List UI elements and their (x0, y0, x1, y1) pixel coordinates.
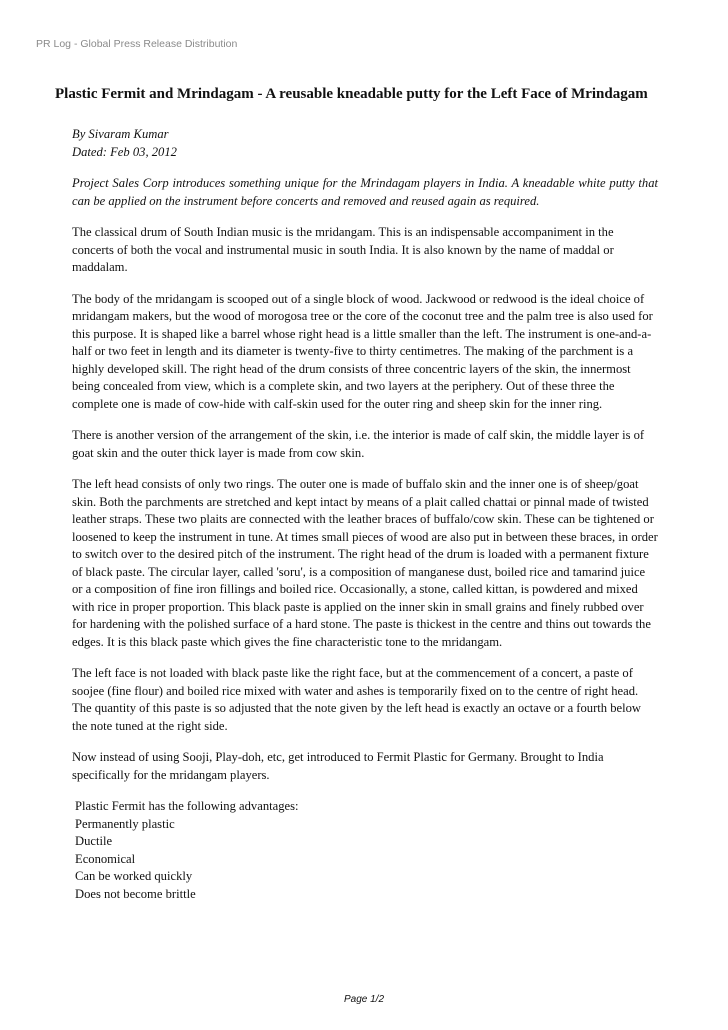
page-title: Plastic Fermit and Mrindagam - A reusable kneadable putty for the Left Face of Mrindagam (55, 86, 648, 102)
list-item: Can be worked quickly (75, 869, 193, 883)
paragraph-left-head: The left head consists of only two rings. The outer one is made of buffalo skin and the inner one is of sheep/goat skin. Both the parchments are stretched and kept intact by means of a plait called chattai or pinnal made of twisted leather straps. These two plaits are connected with the leather braces of buffalo/cow skin. These can be tightened or loosened to keep the instrument in tune. At times small pieces of wood are also put in between these braces, in order to switch over to the desired pitch of the instrument. The right head of the drum is loaded with a permanent fixture of black paste. The circular layer, called 'soru', is a composition of manganese dust, boiled rice and tamarind juice or a composition of fine iron fillings and boiled rice. Occasionally, a stone, called kittan, is powdered and mixed with rice in proper proportion. This black paste is applied on the inner skin in small grains and finely rubbed over for hardening with the polished surface of a hard stone. The paste is thickest in the centre and thins out towards the edges. It is this black paste which gives the fine characteristic tone to the mridangam. (72, 477, 658, 649)
list-item: Does not become brittle (75, 886, 196, 901)
list-item: Economical (75, 851, 136, 866)
list-item: Permanently plastic (75, 816, 175, 831)
source-header: PR Log - Global Press Release Distribution (36, 38, 238, 50)
summary-paragraph: Project Sales Corp introduces something unique for the Mrindagam players in India. A kneadable white putty that can be applied on the instrument before concerts and removed and reused again as required. (72, 176, 658, 208)
paragraph-body: The body of the mridangam is scooped out of a single block of wood. Jackwood or redwood is the ideal choice of mridangam makers, but the wood of morogosa tree or the core of the coconut tree and the palm tree is also used for this purpose. It is shaped like a barrel whose right head is a little smaller than the left. The instrument is one-and-a-half or two feet in length and its diameter is twenty-five to thirty centimetres. The making of the parchment is a highly developed skill. The right head of the drum consists of three concentric layers of the skin, the innermost being concealed from view, which is a complete skin, and two layers at the periphery. Out of these three the complete one is made of cow-hide with calf-skin used for the outer ring and sheep skin for the inner ring. (72, 291, 653, 411)
list-item: Plastic Fermit has the following advantages: (75, 799, 299, 813)
page-number: Page 1/2 (343, 994, 385, 1005)
paragraph-intro: The classical drum of South Indian music is the mridangam. This is an indispensable accompaniment in the concerts of both the vocal and instrumental music in south India. It is also known by the name of maddal or maddalam. (72, 225, 614, 274)
advantages-list (72, 798, 658, 903)
article-body (72, 126, 658, 903)
author-line: By Sivaram Kumar (72, 127, 169, 141)
paragraph-fermit: Now instead of using Sooji, Play-doh, etc, get introduced to Fermit Plastic for Germany. Brought to India specifically for the mridangam players. (72, 750, 604, 782)
date-line: Dated: Feb 03, 2012 (72, 144, 177, 159)
list-item: Ductile (75, 834, 113, 848)
paragraph-skin-version: There is another version of the arrangement of the skin, i.e. the interior is made of calf skin, the middle layer is of goat skin and the outer thick layer is made from cow skin. (72, 428, 645, 460)
paragraph-left-face: The left face is not loaded with black paste like the right face, but at the commencement of a concert, a paste of soojee (fine flour) and boiled rice mixed with water and ashes is temporarily fixed on to the centre of right head. The quantity of this paste is so adjusted that the note given by the left head is exactly an octave or a fourth below the note tuned at the right side. (72, 666, 642, 733)
